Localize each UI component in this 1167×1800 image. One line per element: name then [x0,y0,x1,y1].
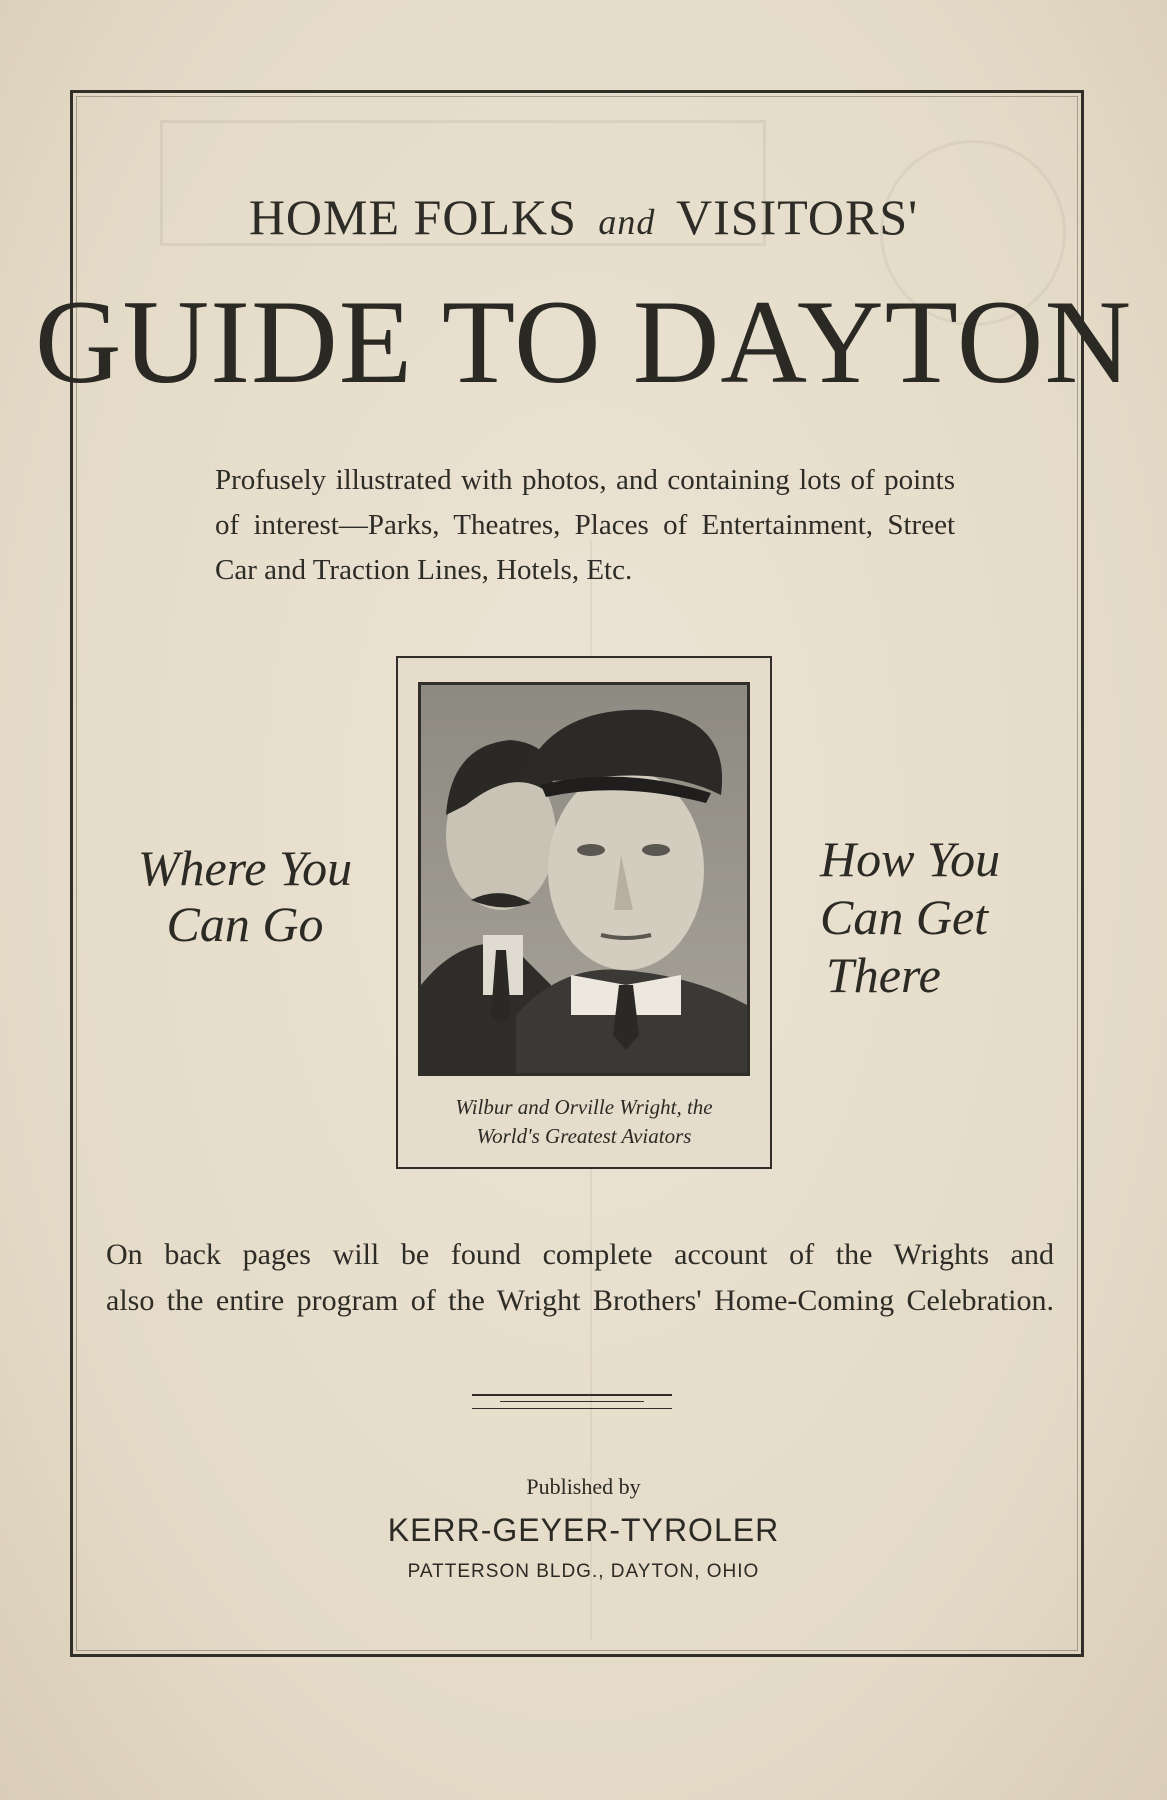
header-line [0,188,1167,246]
divider-rule [500,1401,644,1402]
header-part1: HOME FOLKS [248,189,577,245]
header-part2: VISITORS' [676,189,919,245]
left-tagline-line: Can Go [166,896,324,952]
header-and: and [598,202,656,242]
caption-line: Wilbur and Orville Wright, the [455,1095,713,1119]
back-pages-note [106,1232,1054,1324]
portrait-photo [418,682,750,1076]
note-line: also the entire program of the Wright Brothers' Home-Coming Celebration. [106,1284,1054,1317]
publisher-name: KERR-GEYER-TYROLER [387,1512,780,1548]
description-paragraph: Profusely illustrated with photos, and containing lots of points of interest—Parks, Theatres, Places of Entertainment, Street Car and Traction Lines, Hotels, Etc. [215,464,955,586]
right-tagline [820,830,1070,1004]
right-tagline-line: How You [820,831,1001,887]
divider-rule [472,1408,672,1409]
note-line: On back pages will be found complete account of the Wrights and [106,1238,1054,1271]
caption-line: World's Greatest Aviators [476,1124,692,1148]
left-tagline-line: Where You [137,840,353,896]
photo-caption [400,1093,768,1151]
publisher-address: PATTERSON BLDG., DAYTON, OHIO [407,1561,760,1582]
left-tagline [110,840,380,952]
right-tagline-line: There [826,947,941,1003]
divider-rule [472,1394,672,1396]
page-title: GUIDE TO DAYTON [34,275,1133,408]
published-by-label: Published by [526,1474,641,1499]
portrait-illustration [421,685,747,1073]
right-tagline-line: Can Get [820,889,989,945]
